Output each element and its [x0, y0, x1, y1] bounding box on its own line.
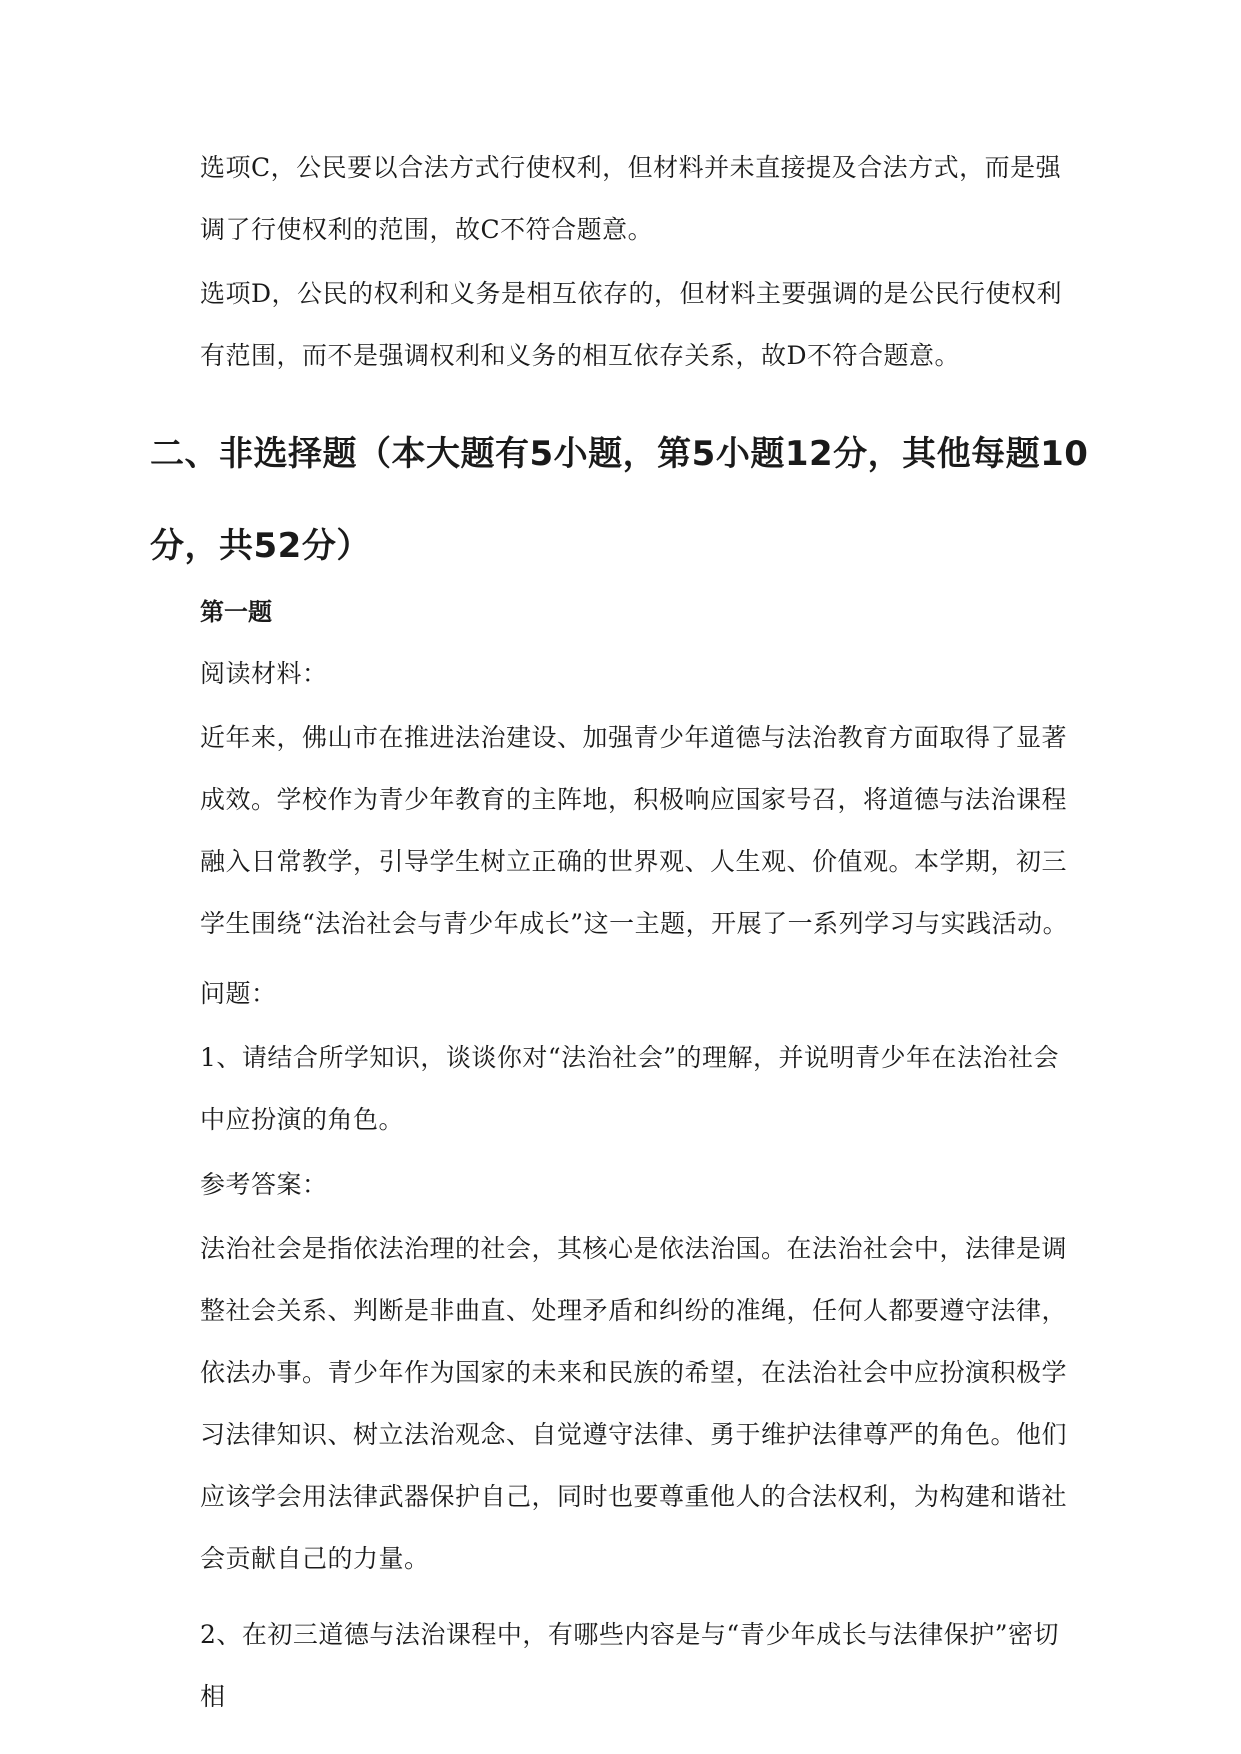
reading-label: 阅读材料：	[200, 659, 328, 688]
material-paragraph: 近年来，佛山市在推进法治建设、加强青少年道德与法治教育方面取得了显著成效。学校作为青少年教育的主阵地，积极响应国家号召，将道德与法治课程融入日常教学，引导学生树立正确的世界观、人生观、价值观。本学期，初三学生围绕“法治社会与青少年成长”这一主题，开展了一系列学习与实践活动。	[200, 723, 1069, 938]
answer-label: 参考答案：	[200, 1170, 328, 1199]
answer-paragraph: 法治社会是指依法治理的社会，其核心是依法治国。在法治社会中，法律是调整社会关系、判断是非曲直、处理矛盾和纠纷的准绳，任何人都要遵守法律，依法办事。青少年作为国家的未来和民族的希望，在法治社会中应扮演积极学习法律知识、树立法治观念、自觉遵守法律、勇于维护法律尊严的角色。他们应该学会用法律武器保护自己，同时也要尊重他人的合法权利，为构建和谐社会贡献自己的力量。	[200, 1234, 1068, 1573]
section-title: 二、非选择题（本大题有5小题，第5小题12分，其他每题10分，共52分）	[150, 434, 1089, 566]
question-title: 第一题	[200, 598, 272, 626]
question-2: 2、在初三道德与法治课程中，有哪些内容是与“青少年成长与法律保护”密切相	[200, 1620, 1059, 1711]
question-1: 1、请结合所学知识，谈谈你对“法治社会”的理解，并说明青少年在法治社会中应扮演的角色。	[200, 1043, 1059, 1134]
question-label: 问题：	[200, 979, 277, 1008]
option-d-paragraph: 选项D，公民的权利和义务是相互依存的，但材料主要强调的是公民行使权利有范围，而不是强调权利和义务的相互依存关系，故D不符合题意。	[200, 279, 1063, 370]
option-c-paragraph: 选项C，公民要以合法方式行使权利，但材料并未直接提及合法方式，而是强调了行使权利的范围，故C不符合题意。	[200, 153, 1062, 244]
